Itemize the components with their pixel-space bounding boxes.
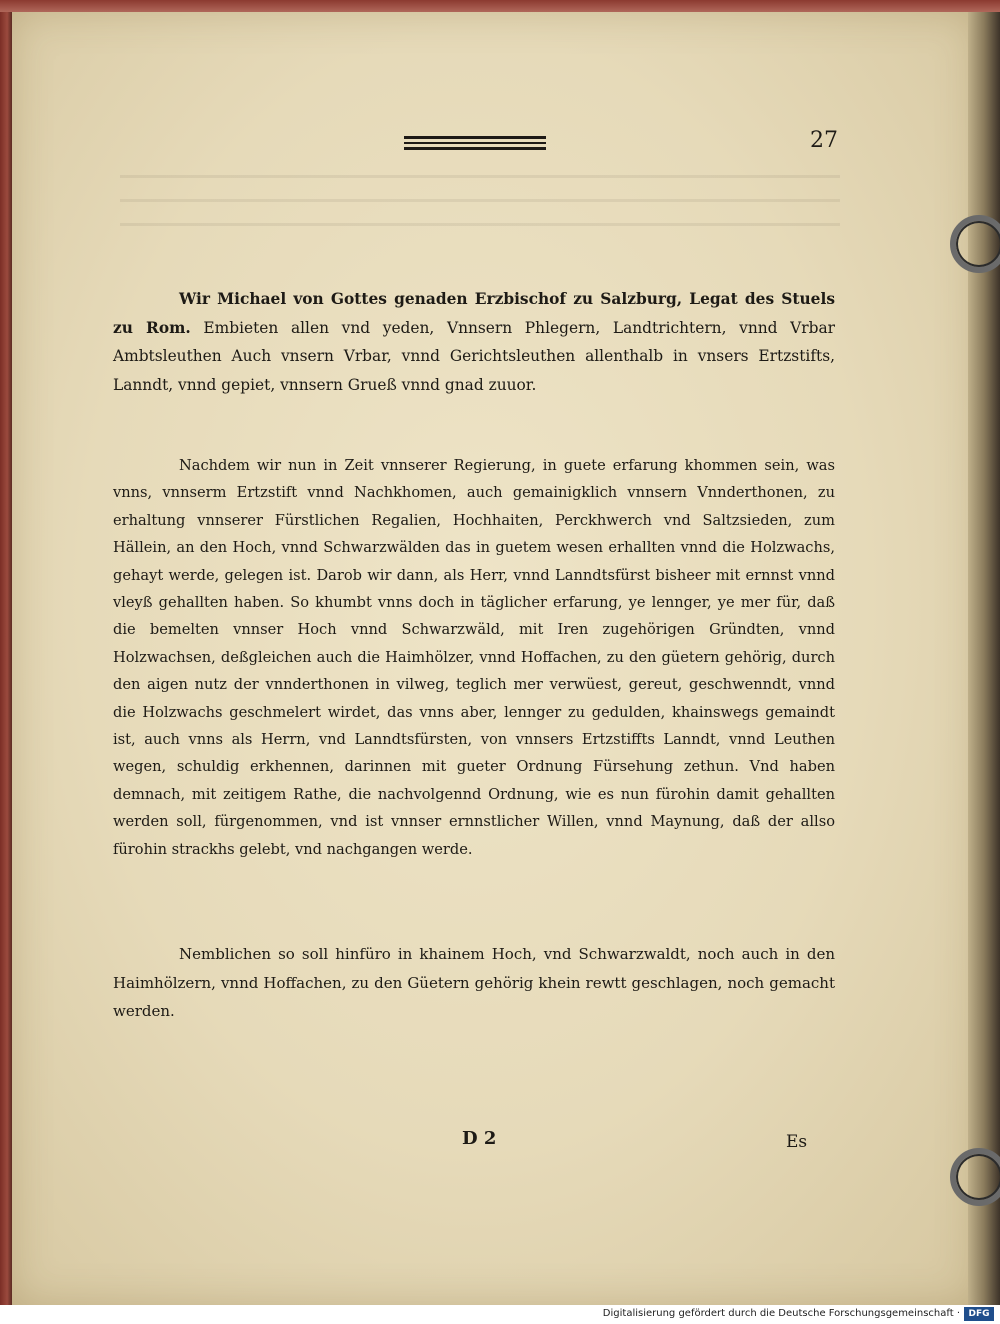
page-number: 27 [810, 128, 838, 153]
binder-clip-icon [950, 215, 1000, 273]
footer-bar [0, 1305, 1000, 1324]
ornamental-rule [404, 136, 546, 150]
page-stack-edge [968, 12, 1000, 1305]
catchword: Es [786, 1132, 808, 1152]
paragraph-second-text: Nachdem wir nun in Zeit vnnserer Regierung, in guete erfarung khommen sein, was vnns, vnnserm Ertzstift vnnd Nachkhomen, auch gemainigklich vnnsern Vnnderthonen, zu erhaltung vnnserer Fürstlichen Regalien, Hochhaiten, Perckhwerch vnd Saltzsieden, zum Hällein, an den Hoch, vnnd Schwarzwälden das in guetem wesen erhallten vnnd die Holzwachs, gehayt werde, gelegen ist. Darob wir dann, als Herr, vnnd Lanndtsfürst bisheer mit ernnst vnnd vleyß gehallten haben. So khumbt vnns doch in täglicher erfarung, ye lennger, ye mer für, daß die bemelten vnnser Hoch vnnd Schwarzwäld, mit Iren zugehörigen Gründten, vnnd Holzwachsen, deßgleichen auch die Haimhölzer, vnnd Hoffachen, zu den güetern gehörig, durch den aigen nutz der vnnderthonen in vilweg, teglich mer verwüest, gereut, geschwenndt, vnnd die Holzwachs geschmelert wirdet, das vnns aber, lennger zu gedulden, khainswegs gemaindt ist, auch vnns als Herrn, vnd Lanndtsfürsten, von vnnsers Ertzstiffts Lanndt, vnnd Leuthen wegen, schuldig erkhennen, darinnen mit gueter Ordnung Fürsehung zethun. Vnd haben demnach, mit zeitigem Rathe, die nachvolgennd Ordnung, wie es nun fürohin damit gehallten werden soll, fürgenommen, vnd ist vnnser ernnstlicher Willen, vnnd Maynung, daß der allso fürohin strackhs gelebt, vnd nachgangen werde. [113, 457, 835, 858]
dfg-logo-icon: DFG [964, 1307, 994, 1321]
signature-mark: D 2 [462, 1128, 497, 1149]
opening-heading: Wir Michael von Gottes genaden Erzbischof zu Salzburg, Legat des Stuels zu Rom. [113, 290, 835, 337]
page-edge-red-top [0, 0, 1000, 12]
paragraph-third [113, 940, 835, 1026]
opening-body: Embieten allen vnd yeden, Vnnsern Phlegern, Landtrichtern, vnnd Vrbar Ambtsleuthen Auch vnsern Vrbar, vnnd Gerichtsleuthen allenthalb in vnsers Ertzstifts, Lanndt, vnnd gepiet, vnnsern Grueß vnnd gnad zuuor. [113, 318, 835, 394]
binder-clip-icon [950, 1148, 1000, 1206]
paragraph-second [113, 452, 835, 863]
paragraph-opening [113, 285, 835, 399]
footer-credit: Digitalisierung gefördert durch die Deutsche Forschungsgemeinschaft · [602, 1308, 960, 1319]
page-edge-red-left [0, 0, 12, 1305]
bleed-through-text [120, 175, 840, 235]
paragraph-third-text: Nemblichen so soll hinfüro in khainem Hoch, vnd Schwarzwaldt, noch auch in den Haimhölzern, vnnd Hoffachen, zu den Güetern gehörig khein rewtt geschlagen, noch gemacht werden. [113, 945, 835, 1020]
